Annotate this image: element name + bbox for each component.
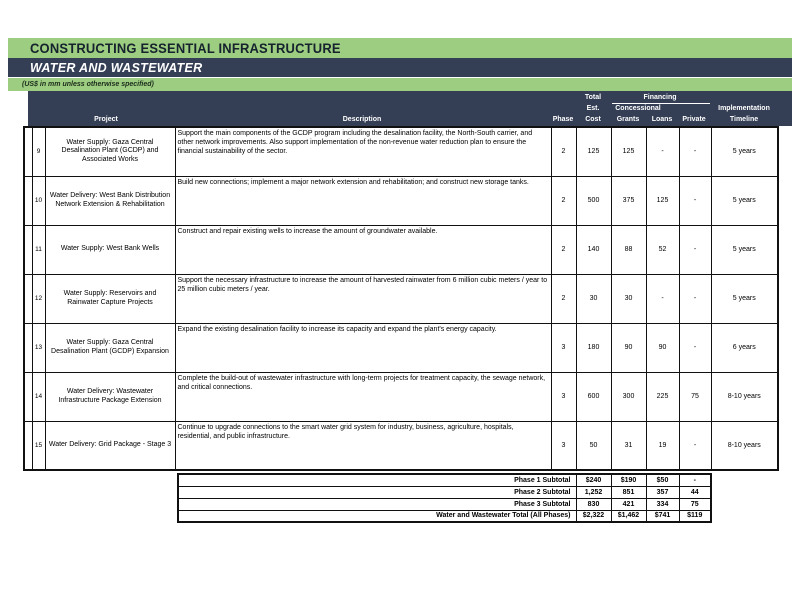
timeline-cell: 6 years xyxy=(711,323,778,372)
grants-cell: 90 xyxy=(611,323,646,372)
grants-cell: 88 xyxy=(611,225,646,274)
project-cell: Water Supply: Gaza Central Desalination Plant (GCDP) Expansion xyxy=(45,323,175,372)
private-cell: - xyxy=(679,127,711,176)
description-cell: Support the necessary infrastructure to increase the amount of harvested rainwater from 6 million cubic meters / year to 25 million cubic meters / year. xyxy=(175,274,551,323)
table-row xyxy=(24,127,778,176)
grants-cell: 375 xyxy=(611,176,646,225)
phase-cell: 3 xyxy=(551,372,576,421)
spacer-cell xyxy=(24,323,32,372)
loans-cell: - xyxy=(646,127,679,176)
subtotal-private: - xyxy=(679,474,711,486)
grand-total-private: $119 xyxy=(679,510,711,522)
projects-table xyxy=(23,126,779,471)
timeline-cell: 5 years xyxy=(711,274,778,323)
description-cell: Build new connections; implement a major network extension and rehabilitation; and construct new storage tanks. xyxy=(175,176,551,225)
section-title: WATER AND WASTEWATER xyxy=(30,60,203,75)
col-header-private: Private xyxy=(682,116,706,123)
subtotal-cost: 1,252 xyxy=(576,486,611,498)
description-cell: Expand the existing desalination facility to increase its capacity and expand the plant's energy capacity. xyxy=(175,323,551,372)
col-header-implementation: Implementation xyxy=(718,105,770,112)
subtotal-cost: 830 xyxy=(576,498,611,510)
subtotal-grants: $190 xyxy=(611,474,646,486)
table-header-bar xyxy=(28,91,792,126)
spacer-cell xyxy=(24,225,32,274)
phase-cell: 3 xyxy=(551,323,576,372)
table-row xyxy=(24,323,778,372)
description-cell: Continue to upgrade connections to the smart water grid system for industry, business, agriculture, hospitals, residential, and public infrastructure. xyxy=(175,421,551,470)
subtotal-label: Phase 1 Subtotal xyxy=(178,474,576,486)
cost-cell: 50 xyxy=(576,421,611,470)
timeline-cell: 5 years xyxy=(711,127,778,176)
private-cell: - xyxy=(679,421,711,470)
grand-total-loans: $741 xyxy=(646,510,679,522)
col-header-loans: Loans xyxy=(651,116,673,123)
row-number-cell: 10 xyxy=(32,176,45,225)
title-banner xyxy=(8,38,792,58)
subtotal-row xyxy=(178,498,711,510)
loans-cell: 125 xyxy=(646,176,679,225)
col-header-phase: Phase xyxy=(552,116,574,123)
row-number-cell: 11 xyxy=(32,225,45,274)
timeline-cell: 8-10 years xyxy=(711,421,778,470)
phase-cell: 2 xyxy=(551,176,576,225)
cost-cell: 180 xyxy=(576,323,611,372)
table-row xyxy=(24,274,778,323)
spacer-cell xyxy=(24,274,32,323)
grants-cell: 31 xyxy=(611,421,646,470)
cost-cell: 140 xyxy=(576,225,611,274)
subtotal-cost: $240 xyxy=(576,474,611,486)
private-cell: - xyxy=(679,274,711,323)
spacer-cell xyxy=(24,372,32,421)
loans-cell: 52 xyxy=(646,225,679,274)
subtotal-label: Phase 2 Subtotal xyxy=(178,486,576,498)
phase-cell: 2 xyxy=(551,225,576,274)
phase-cell: 2 xyxy=(551,127,576,176)
project-cell: Water Supply: West Bank Wells xyxy=(45,225,175,274)
cost-cell: 30 xyxy=(576,274,611,323)
subtotal-row xyxy=(178,474,711,486)
phase-cell: 3 xyxy=(551,421,576,470)
row-number-cell: 13 xyxy=(32,323,45,372)
subtotal-row xyxy=(178,486,711,498)
cost-cell: 500 xyxy=(576,176,611,225)
subtotal-label: Phase 3 Subtotal xyxy=(178,498,576,510)
project-cell: Water Delivery: Wastewater Infrastructure Package Extension xyxy=(45,372,175,421)
row-number-cell: 15 xyxy=(32,421,45,470)
spacer-cell xyxy=(24,421,32,470)
col-header-financing: Financing xyxy=(643,94,677,101)
subtotals-table xyxy=(177,473,712,523)
col-header-grants: Grants xyxy=(616,116,640,123)
spacer-cell xyxy=(24,127,32,176)
subtotal-loans: $50 xyxy=(646,474,679,486)
timeline-cell: 5 years xyxy=(711,176,778,225)
private-cell: - xyxy=(679,323,711,372)
grand-total-row xyxy=(178,510,711,522)
row-number-cell: 12 xyxy=(32,274,45,323)
table-row xyxy=(24,176,778,225)
loans-cell: - xyxy=(646,274,679,323)
project-cell: Water Delivery: Grid Package - Stage 3 xyxy=(45,421,175,470)
grants-cell: 30 xyxy=(611,274,646,323)
subtotal-loans: 334 xyxy=(646,498,679,510)
description-cell: Complete the build-out of wastewater infrastructure with long-term projects for treatment capacity, the sewage network, and critical connections. xyxy=(175,372,551,421)
timeline-cell: 8-10 years xyxy=(711,372,778,421)
units-strip xyxy=(8,78,792,91)
private-cell: 75 xyxy=(679,372,711,421)
subtotal-private: 44 xyxy=(679,486,711,498)
grants-cell: 125 xyxy=(611,127,646,176)
col-header-project: Project xyxy=(94,116,118,123)
grand-total-label: Water and Wastewater Total (All Phases) xyxy=(178,510,576,522)
col-header-total: Total xyxy=(584,94,602,101)
financing-underline xyxy=(612,103,710,104)
subtotal-loans: 357 xyxy=(646,486,679,498)
units-note: (US$ in mm unless otherwise specified) xyxy=(22,81,154,88)
loans-cell: 90 xyxy=(646,323,679,372)
loans-cell: 225 xyxy=(646,372,679,421)
subtotal-grants: 851 xyxy=(611,486,646,498)
grants-cell: 300 xyxy=(611,372,646,421)
phase-cell: 2 xyxy=(551,274,576,323)
project-cell: Water Supply: Gaza Central Desalination Plant (GCDP) and Associated Works xyxy=(45,127,175,176)
grand-total-grants: $1,462 xyxy=(611,510,646,522)
table-row xyxy=(24,372,778,421)
spacer-cell xyxy=(24,176,32,225)
row-number-cell: 9 xyxy=(32,127,45,176)
row-number-cell: 14 xyxy=(32,372,45,421)
private-cell: - xyxy=(679,225,711,274)
project-cell: Water Supply: Reservoirs and Rainwater Capture Projects xyxy=(45,274,175,323)
grand-total-cost: $2,322 xyxy=(576,510,611,522)
col-header-est: Est. xyxy=(586,105,600,112)
subtotal-grants: 421 xyxy=(611,498,646,510)
col-header-concessional: Concessional xyxy=(615,105,661,112)
loans-cell: 19 xyxy=(646,421,679,470)
col-header-timeline: Timeline xyxy=(729,116,759,123)
page-title: CONSTRUCTING ESSENTIAL INFRASTRUCTURE xyxy=(30,40,341,56)
description-cell: Support the main components of the GCDP program including the desalination facility, the North-South carrier, and other network improvements. Also support implementation of the non-revenue water reduction plan to ensure the financial sustainability of the sector. xyxy=(175,127,551,176)
subtotal-private: 75 xyxy=(679,498,711,510)
timeline-cell: 5 years xyxy=(711,225,778,274)
col-header-description: Description xyxy=(342,116,382,123)
cost-cell: 600 xyxy=(576,372,611,421)
table-row xyxy=(24,225,778,274)
project-cell: Water Delivery: West Bank Distribution Network Extension & Rehabilitation xyxy=(45,176,175,225)
description-cell: Construct and repair existing wells to increase the amount of groundwater available. xyxy=(175,225,551,274)
private-cell: - xyxy=(679,176,711,225)
table-row xyxy=(24,421,778,470)
cost-cell: 125 xyxy=(576,127,611,176)
col-header-cost: Cost xyxy=(585,116,601,123)
subtitle-banner xyxy=(8,58,792,77)
